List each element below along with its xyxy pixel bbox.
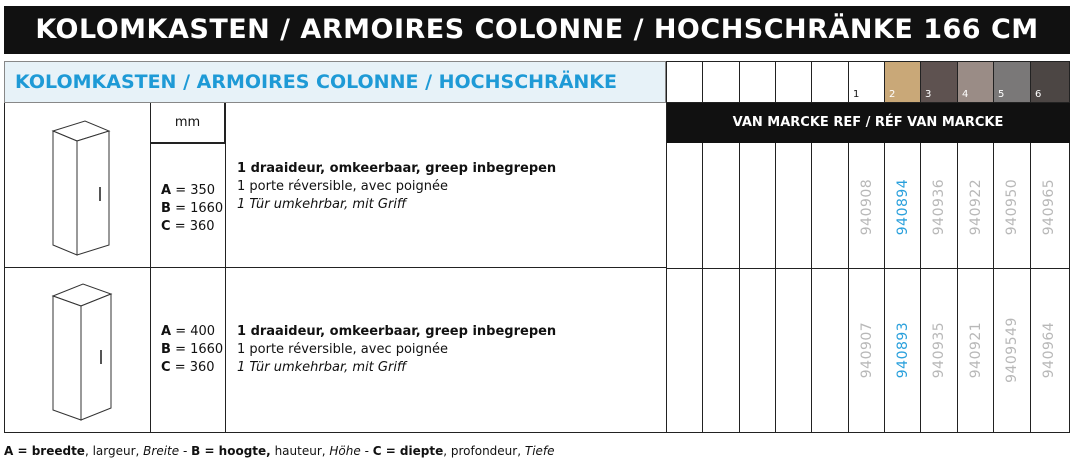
- ref-code: 940893: [895, 321, 911, 379]
- description-fr: 1 porte réversible, avec poignée: [237, 179, 449, 194]
- ref-code: 940894: [895, 178, 911, 236]
- grid-col: [740, 143, 776, 433]
- description-de: 1 Tür umkehrbar, mit Griff: [237, 360, 407, 375]
- ref-code: 940935: [931, 321, 947, 379]
- page-title: KOLOMKASTEN / ARMOIRES COLONNE / HOCHSCHRÄNKE 166 CM: [4, 6, 1070, 54]
- finish-swatch-4: [958, 61, 994, 103]
- finish-swatch-3: [921, 61, 958, 103]
- product-image-cell: [4, 268, 151, 433]
- legend-separator: -: [360, 444, 373, 458]
- description-fr: 1 porte réversible, avec poignée: [237, 342, 449, 357]
- dimensions-cell: [150, 268, 226, 433]
- finish-number: 2: [889, 89, 896, 100]
- finish-number: 3: [925, 89, 932, 100]
- dim-a-value: = 350: [175, 183, 216, 198]
- dim-b-value: = 1660: [175, 342, 224, 357]
- legend-separator: -: [179, 444, 192, 458]
- description-nl: 1 draaideur, omkeerbaar, greep inbegrepen: [237, 324, 557, 339]
- empty-header-col: [776, 61, 812, 103]
- grid-col: [776, 143, 812, 433]
- empty-header-col: [666, 61, 703, 103]
- ref-code: 940936: [931, 178, 947, 236]
- description-nl: 1 draaideur, omkeerbaar, greep inbegrepen: [237, 161, 557, 176]
- dim-c-value: = 360: [174, 219, 215, 234]
- product-image-cell: [4, 103, 151, 268]
- grid-col: [703, 143, 740, 433]
- finish-swatch-1: [849, 61, 885, 103]
- legend-c-key: C = diepte: [372, 444, 444, 458]
- ref-code: 9409549: [1004, 317, 1020, 383]
- description-cell: [225, 268, 667, 433]
- finish-number: 4: [962, 89, 969, 100]
- finish-number: 1: [853, 89, 860, 100]
- unit-label: mm: [150, 103, 225, 143]
- ref-code: 940964: [1041, 321, 1057, 379]
- empty-header-col: [812, 61, 849, 103]
- ref-code: 940907: [859, 321, 875, 379]
- dim-c-label: C: [161, 219, 171, 234]
- ref-code: 940921: [968, 321, 984, 379]
- legend-b-key: B = hoogte,: [191, 444, 271, 458]
- empty-header-col: [740, 61, 776, 103]
- grid-col: [812, 143, 849, 433]
- legend-c-fr: , profondeur,: [443, 444, 525, 458]
- dim-b-value: = 1660: [175, 201, 224, 216]
- cabinet-350-illustration: [5, 103, 152, 268]
- ref-code: 940965: [1041, 178, 1057, 236]
- grid-col: [666, 143, 703, 433]
- section-subtitle: KOLOMKASTEN / ARMOIRES COLONNE / HOCHSCHRÄNKE: [4, 61, 666, 103]
- legend-c-de: Tiefe: [524, 444, 555, 458]
- dim-b-label: B: [161, 201, 171, 216]
- legend-b-de: Höhe: [329, 444, 361, 458]
- ref-code: 940908: [859, 178, 875, 236]
- cabinet-400-illustration: [5, 268, 152, 433]
- ref-code: 940950: [1004, 178, 1020, 236]
- dim-c-value: = 360: [174, 360, 215, 375]
- footnote-legend: [4, 444, 555, 458]
- legend-a-key: A = breedte: [4, 444, 85, 458]
- empty-header-col: [703, 61, 740, 103]
- description-cell: [225, 103, 667, 268]
- dimensions-cell: [150, 143, 226, 268]
- finish-swatch-6: [1031, 61, 1070, 103]
- finish-number: 5: [998, 89, 1005, 100]
- dim-b-label: B: [161, 342, 171, 357]
- legend-a-fr: , largeur,: [84, 444, 144, 458]
- dim-a-label: A: [161, 183, 172, 198]
- dim-c-label: C: [161, 360, 171, 375]
- dim-a-label: A: [161, 324, 172, 339]
- finish-swatch-2: [885, 61, 921, 103]
- finish-number: 6: [1035, 89, 1042, 100]
- ref-header: VAN MARCKE REF / RÉF VAN MARCKE: [666, 103, 1070, 143]
- legend-b-fr: hauteur,: [270, 444, 330, 458]
- ref-code: 940922: [968, 178, 984, 236]
- legend-a-de: Breite: [143, 444, 180, 458]
- finish-swatch-5: [994, 61, 1031, 103]
- dim-a-value: = 400: [175, 324, 216, 339]
- description-de: 1 Tür umkehrbar, mit Griff: [237, 197, 407, 212]
